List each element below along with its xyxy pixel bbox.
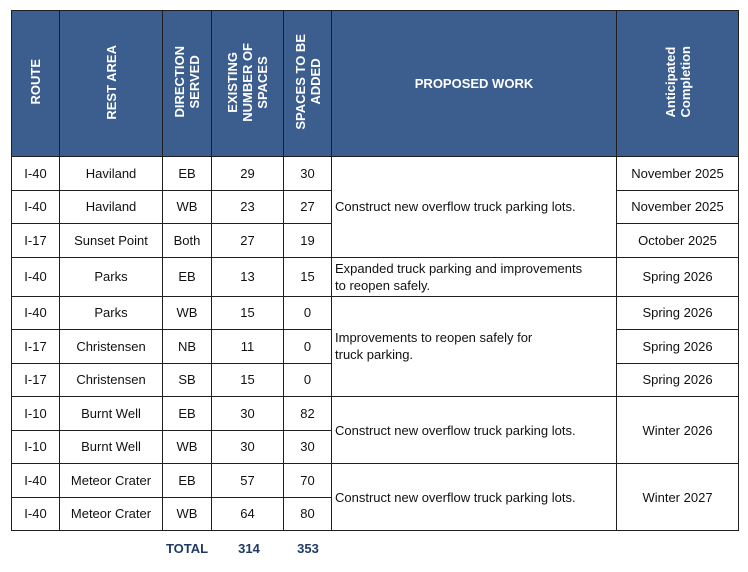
cell-direction: WB — [163, 296, 212, 330]
cell-added: 82 — [284, 397, 332, 431]
cell-existing: 11 — [212, 330, 284, 364]
cell-direction: EB — [163, 397, 212, 431]
cell-direction: EB — [163, 157, 212, 191]
cell-completion: Spring 2026 — [617, 330, 739, 364]
header-existing — [212, 11, 284, 157]
cell-route: I-10 — [12, 430, 60, 464]
header-route-label: ROUTE — [28, 59, 43, 105]
total-added: 353 — [297, 541, 319, 556]
cell-added: 19 — [284, 224, 332, 258]
cell-rest-area: Haviland — [60, 190, 163, 224]
header-added — [284, 11, 332, 157]
cell-route: I-17 — [12, 363, 60, 397]
cell-direction: Both — [163, 224, 212, 258]
cell-rest-area: Meteor Crater — [60, 497, 163, 531]
cell-proposed-work: Construct new overflow truck parking lots. — [332, 397, 617, 464]
header-row — [12, 11, 739, 157]
cell-added: 0 — [284, 363, 332, 397]
cell-rest-area: Burnt Well — [60, 397, 163, 431]
cell-added: 70 — [284, 464, 332, 498]
cell-rest-area: Christensen — [60, 363, 163, 397]
cell-added: 0 — [284, 296, 332, 330]
cell-route: I-17 — [12, 224, 60, 258]
header-work — [332, 11, 617, 157]
cell-completion: Winter 2027 — [617, 464, 739, 531]
cell-direction: NB — [163, 330, 212, 364]
cell-proposed-work: Expanded truck parking and improvements to reopen safely. — [332, 257, 617, 296]
cell-route: I-40 — [12, 464, 60, 498]
cell-added: 27 — [284, 190, 332, 224]
table-row — [12, 397, 739, 431]
header-rest-area — [60, 11, 163, 157]
cell-completion: November 2025 — [617, 157, 739, 191]
cell-added: 0 — [284, 330, 332, 364]
cell-existing: 29 — [212, 157, 284, 191]
cell-direction: WB — [163, 497, 212, 531]
cell-added: 80 — [284, 497, 332, 531]
cell-direction: WB — [163, 190, 212, 224]
cell-route: I-40 — [12, 257, 60, 296]
table-row — [12, 257, 739, 296]
cell-added: 15 — [284, 257, 332, 296]
rest-area-parking-table — [11, 10, 739, 531]
cell-rest-area: Christensen — [60, 330, 163, 364]
header-work-label: PROPOSED WORK — [414, 76, 534, 91]
cell-route: I-40 — [12, 157, 60, 191]
cell-proposed-work: Construct new overflow truck parking lots. — [332, 157, 617, 258]
cell-existing: 15 — [212, 296, 284, 330]
total-label: TOTAL — [165, 541, 209, 556]
header-direction-label: DIRECTION SERVED — [172, 46, 202, 118]
cell-existing: 23 — [212, 190, 284, 224]
cell-route: I-40 — [12, 497, 60, 531]
table-row — [12, 464, 739, 498]
cell-route: I-40 — [12, 296, 60, 330]
cell-existing: 27 — [212, 224, 284, 258]
cell-added: 30 — [284, 157, 332, 191]
table-row — [12, 157, 739, 191]
cell-direction: WB — [163, 430, 212, 464]
cell-route: I-40 — [12, 190, 60, 224]
cell-rest-area: Parks — [60, 296, 163, 330]
cell-route: I-10 — [12, 397, 60, 431]
cell-existing: 30 — [212, 397, 284, 431]
cell-completion: Spring 2026 — [617, 363, 739, 397]
cell-completion: Winter 2026 — [617, 397, 739, 464]
header-direction — [163, 11, 212, 157]
cell-rest-area: Haviland — [60, 157, 163, 191]
table-row — [12, 296, 739, 330]
cell-existing: 57 — [212, 464, 284, 498]
cell-rest-area: Meteor Crater — [60, 464, 163, 498]
cell-completion: Spring 2026 — [617, 296, 739, 330]
cell-route: I-17 — [12, 330, 60, 364]
cell-rest-area: Sunset Point — [60, 224, 163, 258]
cell-rest-area: Burnt Well — [60, 430, 163, 464]
header-route — [12, 11, 60, 157]
header-added-label: SPACES TO BE ADDED — [292, 34, 323, 130]
cell-proposed-work: Construct new overflow truck parking lots. — [332, 464, 617, 531]
header-rest-area-label: REST AREA — [103, 44, 119, 120]
cell-existing: 30 — [212, 430, 284, 464]
total-existing: 314 — [238, 541, 260, 556]
cell-direction: SB — [163, 363, 212, 397]
cell-completion: Spring 2026 — [617, 257, 739, 296]
cell-direction: EB — [163, 257, 212, 296]
cell-existing: 13 — [212, 257, 284, 296]
cell-added: 30 — [284, 430, 332, 464]
header-existing-label: EXISTING NUMBER OF SPACES — [225, 42, 270, 122]
cell-existing: 15 — [212, 363, 284, 397]
cell-direction: EB — [163, 464, 212, 498]
header-completion — [617, 11, 739, 157]
cell-completion: October 2025 — [617, 224, 739, 258]
cell-completion: November 2025 — [617, 190, 739, 224]
cell-proposed-work: Improvements to reopen safely for truck parking. — [332, 296, 617, 397]
header-completion-label: Anticipated Completion — [662, 46, 693, 118]
cell-existing: 64 — [212, 497, 284, 531]
cell-rest-area: Parks — [60, 257, 163, 296]
